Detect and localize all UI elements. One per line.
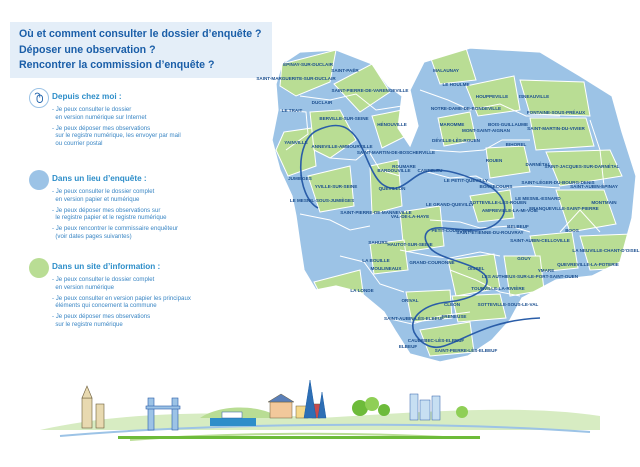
commune-label: LES AUTHIEUX-SUR-LE-PORT-SAINT-OUEN <box>481 274 579 279</box>
commune-label: MOULINEAUX <box>370 266 402 271</box>
commune-label: SAINT-AUBIN-CELLOVILLE <box>510 238 570 243</box>
commune-label: LA NEUVILLE-CHANT-D’OISEL <box>572 248 640 253</box>
section-home-item: - Je peux déposer mes observations sur le registre numérique, les envoyer par mail ou courrier postal <box>52 124 181 147</box>
section-home-item: - Je peux consulter le dossier en version numérique sur Internet <box>52 106 147 121</box>
commune-label: CLÉON <box>443 302 461 307</box>
title-line-1: Où et comment consulter le dossier d’enquête ? <box>19 28 262 40</box>
commune-label: MALAUNAY <box>433 68 459 73</box>
section-info-item: - Je peux consulter le dossier complet en version numérique <box>52 276 155 291</box>
section-info-title: Dans un site d’information : <box>52 262 161 271</box>
commune-label: SAHURS <box>368 240 388 245</box>
commune-label: ANNEVILLE-AMBOURVILLE <box>311 144 373 149</box>
commune-label: YMARE <box>537 268 555 273</box>
commune-label: ROUMARE <box>392 164 416 169</box>
commune-label: SAINT-AUBIN-ÉPINAY <box>570 184 618 189</box>
commune-label: LE GRAND-QUEVILLY <box>425 202 475 207</box>
commune-label: MONT-SAINT-AIGNAN <box>462 128 510 133</box>
commune-label: BONSECOURS <box>479 184 513 189</box>
commune-label: BARDOUVILLE <box>377 168 411 173</box>
commune-label: HOUPPEVILLE <box>475 94 509 99</box>
commune-label: MONTMAIN <box>591 200 617 205</box>
commune-label: LE TRAIT <box>281 108 303 113</box>
commune-label: DARNÉTAL <box>525 162 551 167</box>
commune-label: LE PETIT-QUEVILLY <box>444 178 488 183</box>
commune-label: BERVILLE-SUR-SEINE <box>319 116 369 121</box>
commune-label: LE HOULME <box>442 82 470 87</box>
commune-label: SAINT-JACQUES-SUR-DARNÉTAL <box>544 164 620 169</box>
commune-label: SAINT-PIERRE-DE-VARENGEVILLE <box>331 88 409 93</box>
commune-label: SAINT-MARTIN-DE-BOSCHERVILLE <box>356 150 436 155</box>
green-circle <box>29 258 49 278</box>
title-line-3: Rencontrer la commission d’enquête ? <box>19 59 215 71</box>
commune-label: SAINT-PIERRE-LÈS-ELBEUF <box>434 348 498 353</box>
mouse-icon <box>30 89 48 107</box>
commune-label: YVILLE-SUR-SEINE <box>314 184 358 189</box>
commune-label: BIHOREL <box>505 142 527 147</box>
commune-label: SAINT-MARTIN-DU-VIVIER <box>527 126 585 131</box>
section-info-item: - Je peux déposer mes observations sur le registre numérique <box>52 313 151 328</box>
section-home-title: Depuis chez moi : <box>52 92 122 101</box>
commune-label: BOIS-GUILLAUME <box>487 122 529 127</box>
commune-label: SAINT-MARGUERITE-SUR-DUCLAIR <box>256 76 336 81</box>
commune-label: OISSEL <box>467 266 485 271</box>
commune-label: AMFREVILLE-LA-MI-VOIE <box>481 208 539 213</box>
commune-label: GOUY <box>517 256 531 261</box>
commune-label: SOTTEVILLE-LÈS-ROUEN <box>469 200 527 205</box>
commune-label: HAUTOT-SUR-SEINE <box>387 242 433 247</box>
commune-label: TOURVILLE-LA-RIVIÈRE <box>471 286 525 291</box>
commune-label: PETIT-COURONNE <box>431 228 473 233</box>
section-info-item: - Je peux consulter en version papier les principaux éléments qui concernent la commune <box>52 294 191 310</box>
commune-label: ROUEN <box>485 158 503 163</box>
commune-label: SOTTEVILLE-SOUS-LE-VAL <box>477 302 539 307</box>
commune-label: SAINT-PIERRE-DE-MANNEVILLE <box>340 210 412 215</box>
commune-label: BELBEUF <box>507 224 529 229</box>
commune-label: ÉPINAY-SUR-DUCLAIR <box>283 62 333 67</box>
commune-label: MAROMME <box>439 122 465 127</box>
commune-label: LE MESNIL-ESNARD <box>515 196 561 201</box>
section-inquiry-title: Dans un lieu d’enquête : <box>52 174 147 183</box>
commune-label: FRENEUSE <box>441 314 467 319</box>
commune-label: QUEVILLON <box>378 186 406 191</box>
commune-label: HÉNOUVILLE <box>377 122 407 127</box>
title-box <box>10 22 272 78</box>
section-inquiry-item: - Je peux rencontrer le commissaire enquêteur (voir dates pages suivantes) <box>52 225 178 240</box>
commune-label: CAUDEBEC-LÈS-ELBEUF <box>407 338 465 343</box>
commune-label: SAINT-ÉTIENNE-DU-ROUVRAY <box>456 230 524 235</box>
footer-illustration <box>0 370 640 467</box>
section-inquiry-item: - Je peux consulter le dossier complet en version papier et numérique <box>52 188 155 203</box>
commune-label: LA LONDE <box>350 288 374 293</box>
commune-label: LE MESNIL-SOUS-JUMIÈGES <box>289 198 355 203</box>
commune-label: FONTAINE-SOUS-PRÉAUX <box>526 110 586 115</box>
blue-circle <box>29 170 49 190</box>
commune-label: GRAND-COURONNE <box>409 260 455 265</box>
commune-label: CANTELEU <box>417 168 443 173</box>
commune-label: VAL-DE-LA-HAYE <box>390 214 430 219</box>
commune-label: ISNEAUVILLE <box>518 94 550 99</box>
commune-label: SAINT-LÉGER-DU-BOURG-DENIS <box>521 180 595 185</box>
commune-label: BOOS <box>565 228 579 233</box>
commune-label: QUEVREVILLE-LA-POTERIE <box>557 262 619 267</box>
commune-label: LA BOUILLE <box>362 258 390 263</box>
title-line-2: Déposer une observation ? <box>19 43 156 56</box>
commune-label: NOTRE-DAME-DE-BONDEVILLE <box>430 106 502 111</box>
commune-label: JUMIÈGES <box>288 176 312 181</box>
commune-label: SAINT-PAËR <box>331 68 359 73</box>
home-circle <box>29 88 49 108</box>
commune-label: SAINT-AUBIN-LÈS-ELBEUF <box>384 316 444 321</box>
commune-label: ORIVAL <box>401 298 419 303</box>
commune-label: DUCLAIR <box>311 100 333 105</box>
commune-label: DÉVILLE-LÈS-ROUEN <box>432 138 480 143</box>
commune-label: ELBEUF <box>398 344 418 349</box>
municipality-map <box>256 48 640 370</box>
commune-label: YAINVILLE <box>284 140 308 145</box>
commune-label: FRANQUEVILLE-SAINT-PIERRE <box>529 206 599 211</box>
section-inquiry-item: - Je peux déposer mes observations sur le registre papier et le registre numérique <box>52 206 167 222</box>
